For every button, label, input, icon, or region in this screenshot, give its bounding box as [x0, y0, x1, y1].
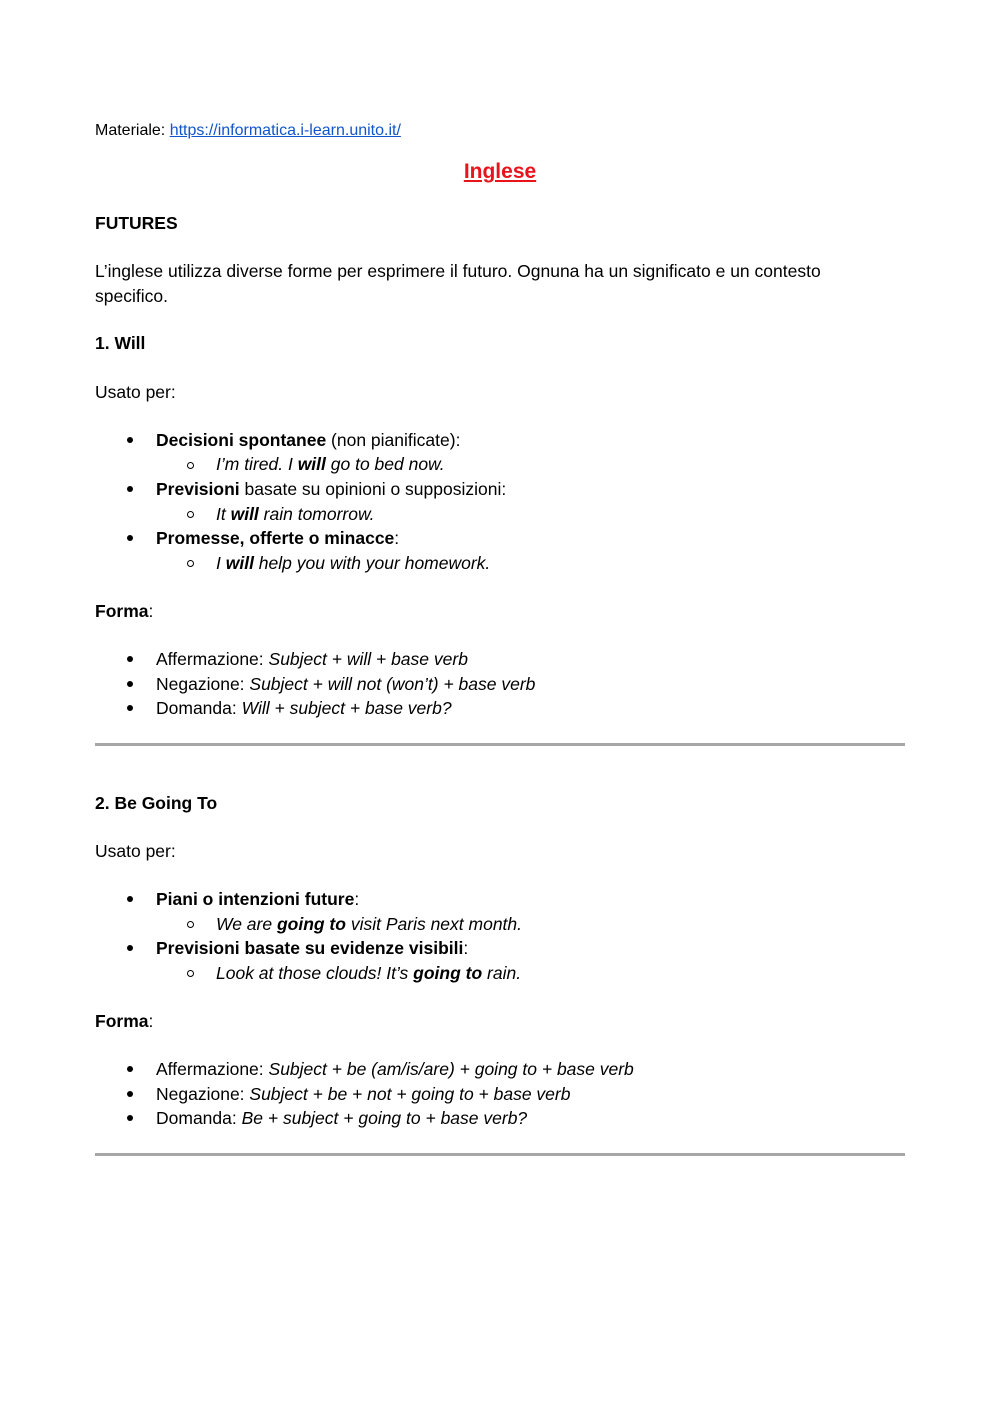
- bullet-icon: [127, 1091, 133, 1097]
- form-type: Negazione:: [156, 674, 250, 694]
- list-item: [156, 1082, 570, 1106]
- example-post: visit Paris next month.: [345, 914, 523, 934]
- form-label-colon: :: [148, 601, 154, 621]
- example-post: rain.: [482, 963, 522, 983]
- form-formula: Subject + will not (won’t) + base verb: [249, 674, 536, 694]
- example-sentence: [216, 452, 445, 476]
- bullet-icon: [127, 535, 133, 541]
- material-link[interactable]: https://informatica.i-learn.unito.it/: [169, 122, 401, 139]
- list-item: [156, 936, 468, 960]
- intro-line-1: L’inglese utilizza diverse forme per esprimere il futuro. Ognuna ha un significato e un contesto: [95, 261, 821, 281]
- example-post: help you with your homework.: [253, 553, 491, 573]
- example-sentence: [216, 912, 522, 936]
- list-item: [156, 887, 359, 911]
- material-label: Materiale:: [95, 122, 170, 139]
- horizontal-divider: [95, 1153, 905, 1156]
- use-desc: :: [463, 938, 469, 958]
- circle-bullet-icon: [187, 511, 194, 518]
- form-type: Affermazione:: [156, 649, 269, 669]
- form-type: Affermazione:: [156, 1059, 269, 1079]
- example-pre: It: [216, 504, 231, 524]
- use-desc: :: [394, 528, 400, 548]
- page-title: Inglese: [463, 160, 537, 183]
- example-post: rain tomorrow.: [258, 504, 375, 524]
- list-item: [156, 1057, 634, 1081]
- will-heading: 1. Will: [95, 333, 146, 353]
- bullet-icon: [127, 486, 133, 492]
- bullet-icon: [127, 896, 133, 902]
- example-pre: We are: [216, 914, 277, 934]
- bullet-icon: [127, 945, 133, 951]
- form-label-bold: Forma: [95, 601, 149, 621]
- example-keyword: going to: [276, 914, 346, 934]
- example-sentence: [216, 502, 375, 526]
- list-item: [156, 1106, 527, 1130]
- use-term: Previsioni: [156, 479, 240, 499]
- use-term: Decisioni spontanee: [156, 430, 327, 450]
- going-to-form-label: [95, 1009, 153, 1033]
- list-item: [156, 477, 506, 501]
- bullet-icon: [127, 705, 133, 711]
- list-item: [156, 526, 399, 550]
- example-keyword: going to: [413, 963, 483, 983]
- use-term: Piani o intenzioni future: [156, 889, 355, 909]
- section-title: FUTURES: [95, 213, 178, 233]
- example-keyword: will: [225, 553, 254, 573]
- example-pre: I’m tired. I: [216, 454, 298, 474]
- bullet-icon: [127, 437, 133, 443]
- going-to-usage-label: Usato per:: [95, 841, 176, 861]
- form-type: Negazione:: [156, 1084, 250, 1104]
- form-type: Domanda:: [156, 1108, 242, 1128]
- example-pre: I: [216, 553, 226, 573]
- use-desc: basate su opinioni o supposizioni:: [239, 479, 507, 499]
- circle-bullet-icon: [187, 560, 194, 567]
- use-term: Previsioni basate su evidenze visibili: [156, 938, 464, 958]
- list-item: [156, 672, 535, 696]
- form-label-colon: :: [148, 1011, 154, 1031]
- list-item: [156, 428, 460, 452]
- horizontal-divider: [95, 743, 905, 746]
- form-formula: Will + subject + base verb?: [241, 698, 452, 718]
- example-sentence: [216, 961, 521, 985]
- bullet-icon: [127, 1066, 133, 1072]
- going-to-heading: 2. Be Going To: [95, 793, 218, 813]
- form-formula: Subject + will + base verb: [268, 649, 468, 669]
- form-formula: Subject + be (am/is/are) + going to + base verb: [268, 1059, 634, 1079]
- use-desc: (non pianificate):: [326, 430, 461, 450]
- bullet-icon: [127, 681, 133, 687]
- material-line: [95, 120, 401, 142]
- form-formula: Be + subject + going to + base verb?: [241, 1108, 528, 1128]
- use-desc: :: [354, 889, 360, 909]
- bullet-icon: [127, 656, 133, 662]
- use-term: Promesse, offerte o minacce: [156, 528, 395, 548]
- form-label-bold: Forma: [95, 1011, 149, 1031]
- circle-bullet-icon: [187, 462, 194, 469]
- list-item: [156, 647, 468, 671]
- example-keyword: will: [297, 454, 326, 474]
- intro-line-2: specifico.: [95, 286, 168, 306]
- will-form-label: [95, 599, 153, 623]
- example-keyword: will: [230, 504, 259, 524]
- bullet-icon: [127, 1115, 133, 1121]
- circle-bullet-icon: [187, 921, 194, 928]
- form-formula: Subject + be + not + going to + base verb: [249, 1084, 571, 1104]
- example-sentence: [216, 551, 490, 575]
- list-item: [156, 696, 452, 720]
- circle-bullet-icon: [187, 970, 194, 977]
- will-usage-label: Usato per:: [95, 382, 176, 402]
- example-post: go to bed now.: [325, 454, 445, 474]
- form-type: Domanda:: [156, 698, 242, 718]
- example-pre: Look at those clouds! It’s: [216, 963, 414, 983]
